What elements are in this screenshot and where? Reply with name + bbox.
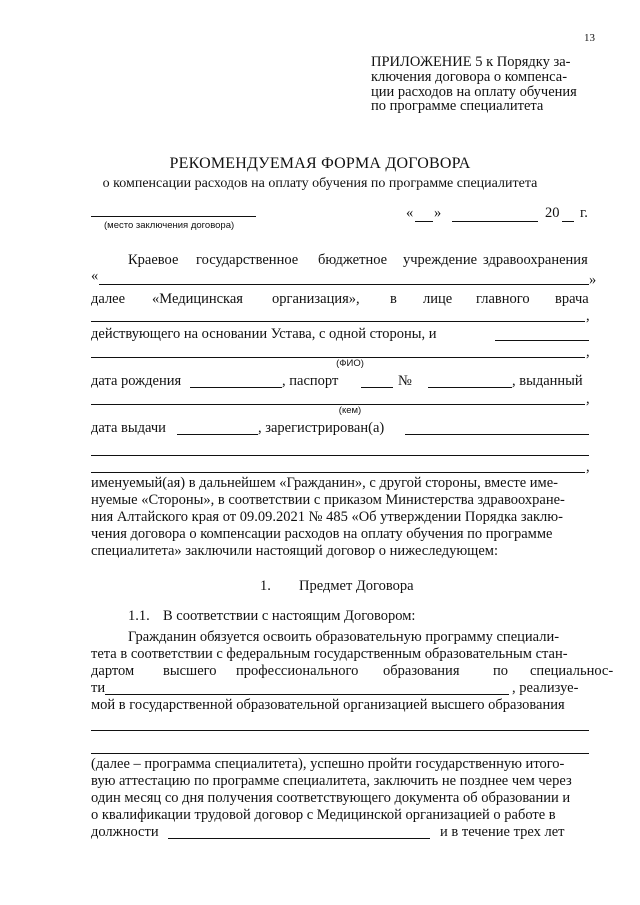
continuation-line-start: должности bbox=[91, 824, 159, 840]
continuation-line: один месяц со дня получения соответствующего документа об образовании и bbox=[91, 790, 571, 806]
issued-by-hint: (кем) bbox=[338, 405, 362, 416]
party1-word: учреждение bbox=[403, 252, 478, 268]
party1-word: в bbox=[390, 291, 397, 307]
party1-word: лице bbox=[423, 291, 453, 307]
number-label: № bbox=[398, 373, 412, 389]
obligation-line: тета в соответствии с федеральным государственным образовательным стан- bbox=[91, 646, 568, 662]
passport-number-blank[interactable] bbox=[428, 387, 512, 388]
obligation-word: профессионального bbox=[236, 663, 359, 679]
year-suffix: г. bbox=[580, 205, 588, 221]
continuation-line: вую аттестацию по программе специалитета, заключить не позднее чем через bbox=[91, 773, 572, 789]
date-quote-open: « bbox=[406, 205, 414, 221]
citizen-name-blank-1[interactable] bbox=[495, 340, 589, 341]
comma: , bbox=[586, 308, 590, 324]
issue-date-blank[interactable] bbox=[177, 434, 258, 435]
birth-label: дата рождения bbox=[91, 373, 182, 389]
org-quote-open: « bbox=[91, 268, 99, 284]
org-name-blank[interactable] bbox=[99, 284, 589, 285]
obligation-word: высшего bbox=[163, 663, 217, 679]
appendix-line-1: ПРИЛОЖЕНИЕ 5 к Порядку за- bbox=[371, 54, 571, 70]
obligation-word: образования bbox=[383, 663, 460, 679]
year-blank[interactable] bbox=[562, 221, 574, 222]
address-blank-2[interactable] bbox=[91, 455, 589, 456]
appendix-line-4: по программе специалитета bbox=[371, 98, 544, 114]
day-blank[interactable] bbox=[415, 221, 433, 222]
passport-label: , паспорт bbox=[282, 373, 339, 389]
position-blank[interactable] bbox=[168, 838, 430, 839]
continuation-line: (далее – программа специалитета), успешно пройти государственную итого- bbox=[91, 756, 565, 772]
appendix-line-2: ключения договора о компенса- bbox=[371, 69, 568, 85]
specialty-blank[interactable] bbox=[105, 694, 509, 695]
preamble-line: нуемые «Стороны», в соответствии с приказом Министерства здравоохране- bbox=[91, 492, 565, 508]
document-subtitle: о компенсации расходов на оплату обучения по программе специалитета bbox=[102, 176, 538, 191]
address-blank-1[interactable] bbox=[405, 434, 589, 435]
page-number: 13 bbox=[584, 32, 595, 44]
continuation-line-end: и в течение трех лет bbox=[440, 824, 565, 840]
obligation-word: по bbox=[493, 663, 509, 679]
month-blank[interactable] bbox=[452, 221, 538, 222]
obligation-line: мой в государственной образовательной организацией высшего образования bbox=[91, 697, 565, 713]
comma: , bbox=[586, 459, 590, 475]
basis-text: действующего на основании Устава, с одной стороны, и bbox=[91, 326, 437, 342]
org-quote-close: » bbox=[589, 272, 597, 288]
party1-word: «Медицинская bbox=[152, 291, 243, 307]
obligation-word: специальнос- bbox=[530, 663, 614, 679]
continuation-line: о квалификации трудовой договор с Медицинской организацией о работе в bbox=[91, 807, 556, 823]
university-blank-2[interactable] bbox=[91, 753, 589, 754]
preamble-line: ния Алтайского края от 09.09.2021 № 485 «Об утверждении Порядка заклю- bbox=[91, 509, 563, 525]
preamble-line: специалитета» заключили настоящий договор о нижеследующем: bbox=[91, 543, 498, 559]
party1-word: здравоохранения bbox=[483, 252, 588, 268]
preamble-line: именуемый(ая) в дальнейшем «Гражданин», с другой стороны, вместе име- bbox=[91, 475, 558, 491]
obligation-line-start: ти bbox=[91, 680, 106, 696]
issue-date-label: дата выдачи bbox=[91, 420, 166, 436]
comma: , bbox=[586, 391, 590, 407]
date-quote-close: » bbox=[434, 205, 442, 221]
comma: , bbox=[586, 344, 590, 360]
party1-word: далее bbox=[91, 291, 126, 307]
party1-word: бюджетное bbox=[318, 252, 388, 268]
university-blank-1[interactable] bbox=[91, 730, 589, 731]
document-title: РЕКОМЕНДУЕМАЯ ФОРМА ДОГОВОРА bbox=[169, 155, 471, 172]
clause-number: 1.1. bbox=[128, 608, 150, 624]
registered-label: , зарегистрирован(а) bbox=[258, 420, 385, 436]
obligation-word: дартом bbox=[91, 663, 135, 679]
obligation-line-end: , реализуе- bbox=[512, 680, 579, 696]
issued-label: , выданный bbox=[512, 373, 583, 389]
birth-date-blank[interactable] bbox=[190, 387, 282, 388]
section-title: Предмет Договора bbox=[299, 578, 414, 594]
place-hint: (место заключения договора) bbox=[104, 220, 235, 231]
year-prefix: 20 bbox=[545, 205, 560, 221]
appendix-line-3: ции расходов на оплату обучения bbox=[371, 84, 577, 100]
preamble-line: чения договора о компенсации расходов на оплату обучения по программе bbox=[91, 526, 553, 542]
section-number: 1. bbox=[260, 578, 271, 594]
place-blank[interactable] bbox=[91, 216, 256, 217]
party1-word: организация», bbox=[272, 291, 360, 307]
passport-series-blank[interactable] bbox=[361, 387, 393, 388]
party1-word: Краевое bbox=[128, 252, 179, 268]
party1-word: главного bbox=[476, 291, 530, 307]
party1-word: государственное bbox=[196, 252, 299, 268]
address-blank-3[interactable] bbox=[91, 472, 585, 473]
party1-word: врача bbox=[555, 291, 589, 307]
fio-hint: (ФИО) bbox=[336, 358, 364, 369]
clause-text: В соответствии с настоящим Договором: bbox=[163, 608, 416, 624]
director-name-blank[interactable] bbox=[91, 321, 585, 322]
obligation-line: Гражданин обязуется освоить образовательную программу специали- bbox=[128, 629, 560, 645]
